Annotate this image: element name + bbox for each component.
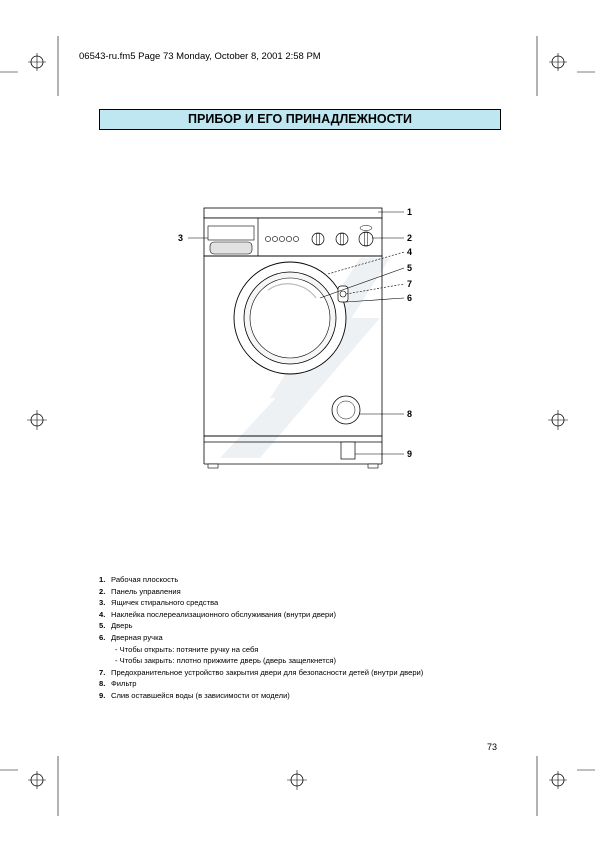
- legend-note-close: - Чтобы закрыть: плотно прижмите дверь (дверь защелкнется): [115, 656, 337, 666]
- washing-machine-illustration: [150, 198, 450, 478]
- callout-4: 4: [407, 247, 413, 257]
- parts-legend: [99, 574, 519, 702]
- legend-item: 6. Дверная ручка: [99, 632, 163, 642]
- callout-3: 3: [178, 233, 184, 243]
- registration-mark-bottom-left-icon: [0, 756, 80, 816]
- legend-note-open: - Чтобы открыть: потяните ручку на себя: [115, 644, 259, 654]
- registration-mark-bottom-right-icon: [515, 756, 595, 816]
- callout-9: 9: [407, 449, 413, 459]
- callout-2: 2: [407, 233, 413, 243]
- legend-item: 9. Слив оставшейся воды (в зависимости от модели): [99, 690, 290, 700]
- callout-1: 1: [407, 207, 413, 217]
- callout-7: 7: [407, 279, 413, 289]
- callout-6: 6: [407, 293, 413, 303]
- legend-item: 2. Панель управления: [99, 586, 181, 596]
- page-title: ПРИБОР И ЕГО ПРИНАДЛЕЖНОСТИ: [99, 109, 501, 130]
- legend-item: 4. Наклейка послереализационного обслуживания (внутри двери): [99, 609, 336, 619]
- registration-mark-bottom-center-icon: [285, 768, 309, 792]
- callout-5: 5: [407, 263, 413, 273]
- legend-item: 7. Предохранительное устройство закрытия двери для безопасности детей (внутри двери): [99, 667, 424, 677]
- registration-mark-top-left-icon: [0, 36, 80, 96]
- registration-mark-mid-left-icon: [25, 408, 49, 432]
- registration-mark-top-right-icon: [515, 36, 595, 96]
- callout-8: 8: [407, 409, 413, 419]
- registration-mark-mid-right-icon: [546, 408, 570, 432]
- legend-item: 8. Фильтр: [99, 679, 137, 689]
- page-number: 73: [487, 742, 498, 752]
- legend-item: 3. Ящичек стирального средства: [99, 598, 219, 608]
- file-header-line: 06543-ru.fm5 Page 73 Monday, October 8, 2001 2:58 PM: [79, 51, 321, 62]
- legend-item: 1. Рабочая плоскость: [99, 575, 179, 584]
- legend-item: 5. Дверь: [99, 621, 133, 631]
